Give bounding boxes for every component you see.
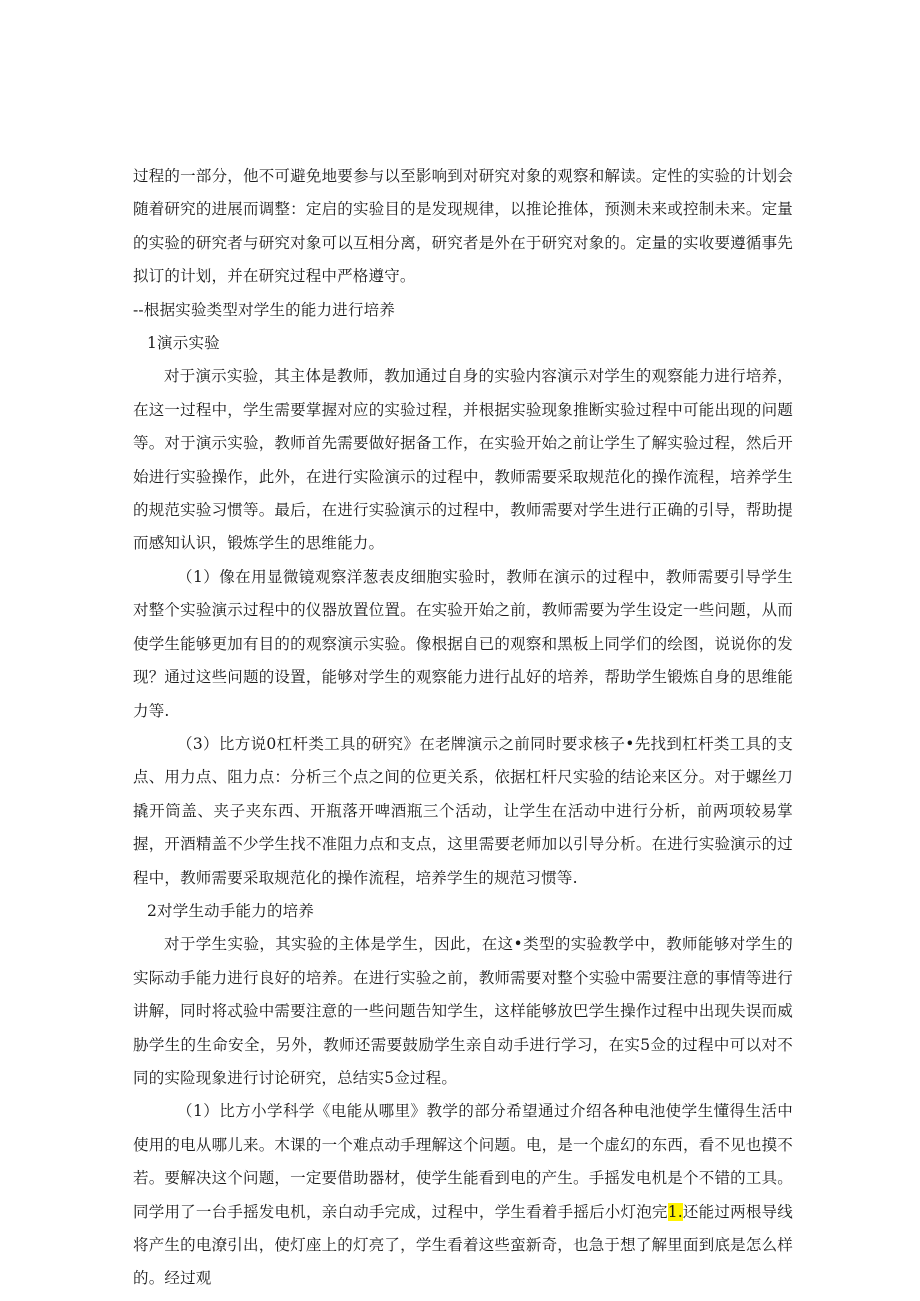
- paragraph-demo-example-1: （1）像在用显微镜观察洋葱表皮细胞实验时，教师在演示的过程中，教师需要引导学生对整个实验演示过程中的仪器放置位置。在实验开始之前，教师需要为学生设定一些问题，从而使学生能够更加有目的的观察演示实验。像根据自已的观察和黑板上同学们的绘图，说说你的发现？通过这些问题的设置，能够对学生的观察能力进行乩好的培养，帮助学生锻炼自身的思维能力等.: [133, 567, 793, 720]
- section-heading: --根据实验类型对学生的能力进行培养: [133, 300, 396, 319]
- paragraph-intro: 过程的一部分，他不可避免地要参与以至影响到对研究对象的观察和解读。定性的实验的计划会随着研究的进展而调整：定启的实验目的是发现规律，以推论推体，预测未来或控制未来。定量的实验的研究者与研究对象可以互相分离，研究者是外在于研究对象的。定量的实收要遵循事先拟订的计划，并在研究过程中严格遵守。: [133, 167, 793, 286]
- paragraph-hands-on: 对于学生实验，其实验的主体是学生，因此，在这•类型的实验教学中，教师能够对学生的实际动手能力进行良好的培养。在进行实验之前，教师需要对整个实验中需要注意的事情等进行讲解，同时将忒验中需要注意的一些问题告知学生，这样能够放巴学生操作过程中出现失误而威胁学生的生命安全，另外，教师还需要鼓励学生亲自动手进行学习，在实5佥的过程中可以对不同的实险现象进行讨论研究，总结实5佥过程。: [133, 935, 793, 1087]
- subsection-heading-hands-on: 2对学生动手能力的培养: [147, 901, 315, 920]
- paragraph-text-after-highlight: 还能过两根导线将产生的电潦引出，使灯座上的灯亮了，学生看着这些蛮新奇，也急于想了解里面到底是怎么样的。经过观: [133, 1202, 793, 1288]
- paragraph-demo: 对于演示实验，其主体是教师，教加通过自身的实验内容演示对学生的观察能力进行培养，在这一过程中，学生需要掌握对应的实验过程，并根据实验现象推断实验过程中可能出现的问题等。对于演示实验，教师首先需要做好据备工作，在实验开始之前让学生了解实验过程，然后开始进行实验操作，此外，在进行实险演示的过程中，教师需要采取规范化的操作流程，培养学生的规范实验习惯等。最后，在进行实验演示的过程中，教师需要对学生进行正确的引导，帮助提而感知认识，锻炼学生的思维能力。: [133, 367, 793, 553]
- paragraph-demo-example-3: （3）比方说0杠杆类工具的研究》在老牌演示之前同时要求核子•先找到杠杆类工具的支点、用力点、阻力点：分析三个点之间的位更关系，依据杠杆尺实验的结论来区分。对于螺丝刀撬开筒盖、夹子夹东西、开瓶落开啤酒瓶三个活动，让学生在活动中进行分析，前两项较易掌握，开酒精盖不少学生找不准阻力点和支点，这里需要老师加以引导分析。在进行实验演示的过程中，教师需要采取规范化的操作流程，培养学生的规范习惯等.: [133, 734, 793, 887]
- highlighted-text: 1.: [667, 1202, 683, 1221]
- document-body: [133, 160, 793, 1296]
- paragraph-text-before-highlight: （1）比方小学科学《电能从哪里》教学的部分希望通过介绍各种电池使学生懂得生活中使用的电从哪儿来。木课的一个难点动手理解这个问题。电，是一个虚幻的东西，看不见也摸不若。要解决这个问题，一定要借助器材，使学生能看到电的产生。手摇发电机是个不错的工具。同学用了一台手摇发电机，亲白动手完成，过程中，学生看着手摇后小灯泡完: [133, 1102, 793, 1221]
- paragraph-hands-on-example-1: [133, 1095, 793, 1295]
- subsection-heading-demo: 1演示实验: [147, 334, 220, 353]
